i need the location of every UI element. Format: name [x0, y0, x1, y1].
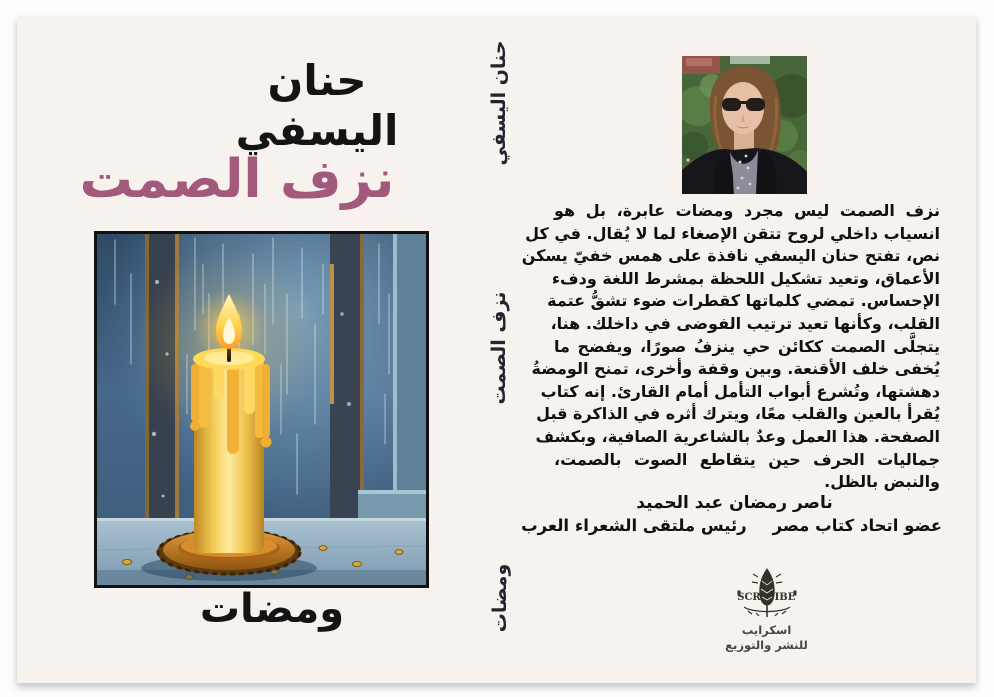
front-series-label: ومضات: [199, 586, 345, 632]
endorser-name: ناصر رمضان عبد الحميد: [636, 493, 833, 513]
blurb-line: الإحساس. تمضي كلماتها كقطرات ضوء تشقُّ عتمة: [547, 291, 940, 311]
endorser-title-membership: عضو اتحاد كتاب مصر: [772, 516, 942, 535]
blurb-line: نص، تفتح حنان اليسفي نافذة على همس خفيّ يسكن: [521, 246, 940, 266]
blurb-line: جماليات الحرف حين يتقاطع الصوت بالصمت،: [554, 449, 940, 469]
spine-title: نزف الصمت: [488, 291, 510, 405]
blurb-line: الصفحة. هذا العمل وعدٌ بالشاعرية الصافية، وبكشف: [535, 426, 940, 446]
feather-icon: [732, 567, 802, 621]
blurb-line: الأعماق، وتعيد تشكيل اللحظة بمشرط اللغة ودفء: [551, 268, 940, 288]
blurb-line: القلب، وكأنها تعيد ترتيب الفوضى في داخلك. هنا،: [550, 313, 940, 333]
publisher-logo-text-right: IBE: [774, 592, 795, 603]
author-portrait-art: [682, 56, 807, 194]
blurb-line: يُخفى خلف الأقنعة. وبين وقفة وأخرى، تمنح الومضةُ: [531, 359, 940, 379]
blurb-line: والنبض بالظل.: [824, 472, 940, 492]
endorser-title-role: رئيس ملتقى الشعراء العرب: [521, 516, 747, 535]
blurb-line: دهشتها، وتُشرع أبواب التأمل أمام القارئ. إنه كتاب: [540, 381, 940, 401]
publisher-logo-text-left: SCR: [736, 592, 761, 603]
back-cover-blurb: [521, 200, 940, 494]
front-author-name: حنان اليسفي: [235, 56, 399, 156]
front-book-title: نزف الصمت: [79, 149, 395, 210]
book-cover-spread: [17, 16, 976, 683]
publisher-block: [689, 567, 844, 652]
blurb-line: انسياب داخلي لروح تتقن الإصغاء لما لا يُقال. في كل: [525, 223, 940, 243]
endorser-titles: [521, 516, 942, 535]
candle-window-art: [97, 234, 426, 585]
spine-series-label: ومضات: [489, 563, 511, 633]
blurb-line: نزف الصمت ليس مجرد ومضات عابرة، بل هو: [554, 201, 940, 220]
publisher-tagline: للنشر والتوزيع: [725, 638, 808, 652]
spine-author-name: حنان اليسفي: [488, 40, 510, 166]
publisher-name: اسكرايب: [741, 623, 792, 637]
blurb-line: يتجلَّى الصمت ككائن حي ينزفُ صورًا، ويفضح ما: [554, 336, 940, 356]
author-photo: [682, 56, 807, 194]
blurb-line: يُقرأ بالعين والقلب معًا، ويترك أثره في الذاكرة قبل: [536, 404, 940, 424]
candle-illustration: [94, 231, 429, 588]
